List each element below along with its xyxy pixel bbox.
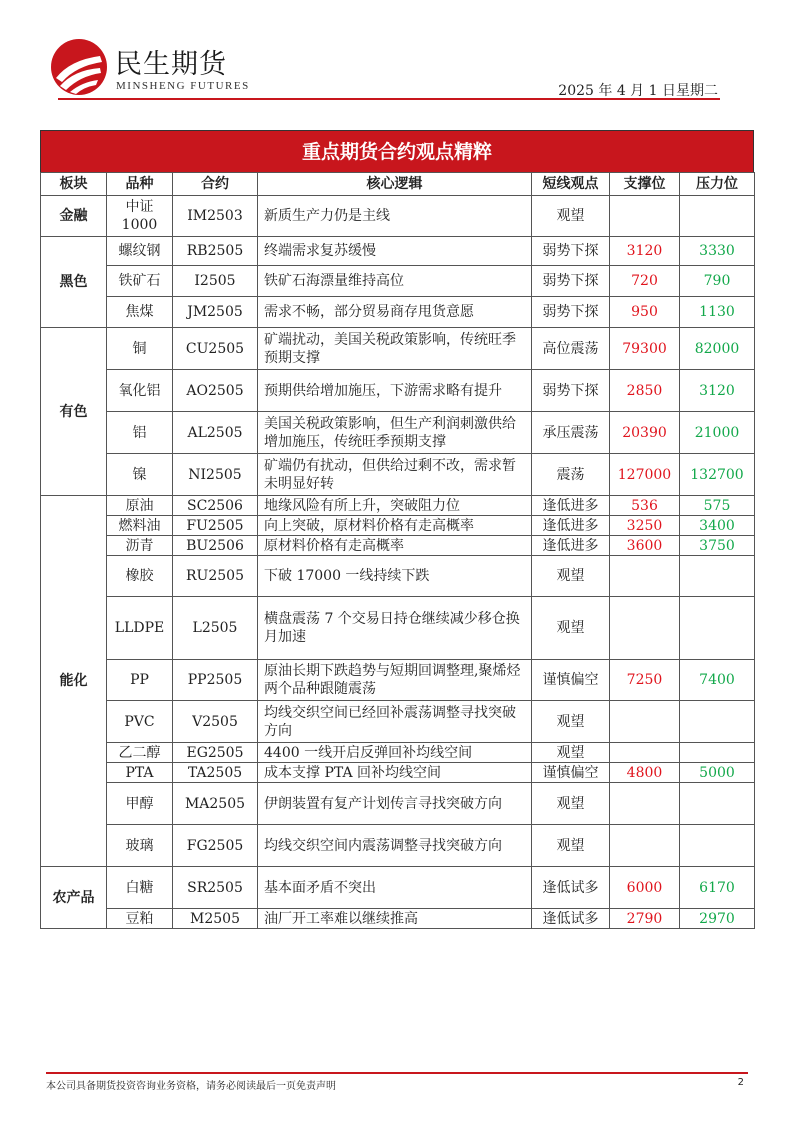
contract-cell: NI2505: [173, 454, 258, 496]
contract-cell: M2505: [173, 909, 258, 929]
variety-cell: 原油: [107, 496, 173, 516]
support-cell: 3120: [610, 237, 680, 266]
minsheng-logo-icon: [50, 38, 108, 96]
logic-cell: 4400 一线开启反弹回补均线空间: [258, 743, 532, 763]
col-header-variety: 品种: [107, 173, 173, 196]
logic-cell: 成本支撑 PTA 回补均线空间: [258, 763, 532, 783]
view-cell: 观望: [532, 701, 610, 743]
logic-cell: 需求不畅，部分贸易商存甩货意愿: [258, 297, 532, 328]
variety-cell: 乙二醇: [107, 743, 173, 763]
support-cell: 3250: [610, 516, 680, 536]
variety-cell: PTA: [107, 763, 173, 783]
logic-cell: 铁矿石海漂量维持高位: [258, 266, 532, 297]
table-row: [41, 825, 755, 867]
col-header-view: 短线观点: [532, 173, 610, 196]
table-row: [41, 266, 755, 297]
support-cell: 79300: [610, 328, 680, 370]
contract-cell: PP2505: [173, 660, 258, 701]
table-row: [41, 516, 755, 536]
logic-cell: 基本面矛盾不突出: [258, 867, 532, 909]
table-row: [41, 370, 755, 412]
logic-cell: 油厂开工率难以继续推高: [258, 909, 532, 929]
footer-disclaimer: 本公司具备期货投资咨询业务资格，请务必阅读最后一页免责声明: [46, 1081, 336, 1092]
contract-cell: AO2505: [173, 370, 258, 412]
resistance-cell: 3750: [680, 536, 755, 556]
col-header-support: 支撑位: [610, 173, 680, 196]
logic-cell: 原油长期下跌趋势与短期回调整理,聚烯烃两个品种跟随震荡: [258, 660, 532, 701]
support-cell: [610, 597, 680, 660]
logic-cell: 原材料价格有走高概率: [258, 536, 532, 556]
resistance-cell: 790: [680, 266, 755, 297]
contract-cell: BU2506: [173, 536, 258, 556]
contract-cell: IM2503: [173, 196, 258, 237]
view-cell: 观望: [532, 556, 610, 597]
view-cell: 观望: [532, 597, 610, 660]
page-header: [0, 0, 794, 110]
resistance-cell: 575: [680, 496, 755, 516]
support-cell: [610, 743, 680, 763]
resistance-cell: [680, 597, 755, 660]
contract-cell: I2505: [173, 266, 258, 297]
table-row: [41, 196, 755, 237]
support-cell: 4800: [610, 763, 680, 783]
brand-name-en: MINSHENG FUTURES: [116, 80, 250, 92]
sector-cell: 黑色: [41, 237, 107, 328]
view-cell: 弱势下探: [532, 297, 610, 328]
variety-cell: PVC: [107, 701, 173, 743]
variety-cell: 甲醇: [107, 783, 173, 825]
logic-cell: 新质生产力仍是主线: [258, 196, 532, 237]
table-row: [41, 412, 755, 454]
support-cell: 720: [610, 266, 680, 297]
logic-cell: 向上突破，原材料价格有走高概率: [258, 516, 532, 536]
resistance-cell: 5000: [680, 763, 755, 783]
logic-cell: 伊朗装置有复产计划传言寻找突破方向: [258, 783, 532, 825]
support-cell: 950: [610, 297, 680, 328]
resistance-cell: 82000: [680, 328, 755, 370]
table-row: [41, 496, 755, 516]
resistance-cell: 21000: [680, 412, 755, 454]
header-divider: [58, 98, 720, 100]
col-header-resistance: 压力位: [680, 173, 755, 196]
logic-cell: 矿端扰动，美国关税政策影响，传统旺季预期支撑: [258, 328, 532, 370]
table-row: [41, 536, 755, 556]
contract-cell: TA2505: [173, 763, 258, 783]
logic-cell: 地缘风险有所上升，突破阻力位: [258, 496, 532, 516]
resistance-cell: 3400: [680, 516, 755, 536]
views-table: [40, 172, 755, 929]
resistance-cell: 2970: [680, 909, 755, 929]
view-cell: 观望: [532, 783, 610, 825]
view-cell: 逢低进多: [532, 516, 610, 536]
support-cell: [610, 783, 680, 825]
sector-cell: 能化: [41, 496, 107, 867]
logic-cell: 横盘震荡 7 个交易日持仓继续减少移仓换月加速: [258, 597, 532, 660]
sector-cell: 金融: [41, 196, 107, 237]
resistance-cell: 132700: [680, 454, 755, 496]
table-row: [41, 743, 755, 763]
support-cell: [610, 825, 680, 867]
variety-cell: 焦煤: [107, 297, 173, 328]
variety-cell: 橡胶: [107, 556, 173, 597]
resistance-cell: [680, 825, 755, 867]
resistance-cell: 6170: [680, 867, 755, 909]
table-row: [41, 783, 755, 825]
report-date: 2025 年 4 月 1 日星期二: [558, 83, 718, 99]
variety-cell: LLDPE: [107, 597, 173, 660]
variety-cell: 燃料油: [107, 516, 173, 536]
contract-cell: RU2505: [173, 556, 258, 597]
support-cell: [610, 556, 680, 597]
resistance-cell: [680, 743, 755, 763]
contract-cell: RB2505: [173, 237, 258, 266]
table-row: [41, 660, 755, 701]
view-cell: 谨慎偏空: [532, 660, 610, 701]
resistance-cell: 1130: [680, 297, 755, 328]
logic-cell: 均线交织空间已经回补震荡调整寻找突破方向: [258, 701, 532, 743]
page-number: 2: [737, 1077, 744, 1088]
resistance-cell: [680, 196, 755, 237]
table-row: [41, 597, 755, 660]
logic-cell: 终端需求复苏缓慢: [258, 237, 532, 266]
table-row: [41, 237, 755, 266]
variety-cell: 铁矿石: [107, 266, 173, 297]
variety-cell: 中证 1000: [107, 196, 173, 237]
variety-cell: 玻璃: [107, 825, 173, 867]
futures-views-table: [40, 130, 754, 929]
variety-cell: 白糖: [107, 867, 173, 909]
sector-cell: 有色: [41, 328, 107, 496]
contract-cell: CU2505: [173, 328, 258, 370]
col-header-logic: 核心逻辑: [258, 173, 532, 196]
table-header-row: [41, 173, 755, 196]
footer-divider: [46, 1072, 748, 1074]
support-cell: 3600: [610, 536, 680, 556]
logic-cell: 美国关税政策影响，但生产利润刺激供给增加施压，传统旺季预期支撑: [258, 412, 532, 454]
contract-cell: SR2505: [173, 867, 258, 909]
support-cell: 20390: [610, 412, 680, 454]
table-row: [41, 701, 755, 743]
table-row: [41, 297, 755, 328]
contract-cell: L2505: [173, 597, 258, 660]
view-cell: 震荡: [532, 454, 610, 496]
col-header-sector: 板块: [41, 173, 107, 196]
logic-cell: 均线交织空间内震荡调整寻找突破方向: [258, 825, 532, 867]
resistance-cell: [680, 556, 755, 597]
contract-cell: EG2505: [173, 743, 258, 763]
support-cell: 536: [610, 496, 680, 516]
variety-cell: 豆粕: [107, 909, 173, 929]
table-row: [41, 454, 755, 496]
support-cell: 7250: [610, 660, 680, 701]
logic-cell: 预期供给增加施压，下游需求略有提升: [258, 370, 532, 412]
view-cell: 谨慎偏空: [532, 763, 610, 783]
view-cell: 逢低试多: [532, 867, 610, 909]
view-cell: 逢低进多: [532, 496, 610, 516]
logic-cell: 下破 17000 一线持续下跌: [258, 556, 532, 597]
variety-cell: 螺纹钢: [107, 237, 173, 266]
resistance-cell: 3330: [680, 237, 755, 266]
support-cell: [610, 196, 680, 237]
variety-cell: 沥青: [107, 536, 173, 556]
resistance-cell: 3120: [680, 370, 755, 412]
view-cell: 弱势下探: [532, 266, 610, 297]
support-cell: 127000: [610, 454, 680, 496]
view-cell: 逢低试多: [532, 909, 610, 929]
variety-cell: 铜: [107, 328, 173, 370]
support-cell: [610, 701, 680, 743]
sector-cell: 农产品: [41, 867, 107, 929]
table-body: [41, 196, 755, 929]
view-cell: 弱势下探: [532, 237, 610, 266]
variety-cell: 氧化铝: [107, 370, 173, 412]
view-cell: 逢低进多: [532, 536, 610, 556]
resistance-cell: 7400: [680, 660, 755, 701]
resistance-cell: [680, 701, 755, 743]
variety-cell: PP: [107, 660, 173, 701]
variety-cell: 铝: [107, 412, 173, 454]
view-cell: 观望: [532, 196, 610, 237]
contract-cell: V2505: [173, 701, 258, 743]
view-cell: 弱势下探: [532, 370, 610, 412]
table-title: 重点期货合约观点精粹: [40, 130, 754, 172]
table-row: [41, 328, 755, 370]
contract-cell: AL2505: [173, 412, 258, 454]
support-cell: 2790: [610, 909, 680, 929]
table-row: [41, 556, 755, 597]
table-row: [41, 763, 755, 783]
contract-cell: FU2505: [173, 516, 258, 536]
contract-cell: JM2505: [173, 297, 258, 328]
view-cell: 承压震荡: [532, 412, 610, 454]
logic-cell: 矿端仍有扰动，但供给过剩不改，需求暂未明显好转: [258, 454, 532, 496]
table-row: [41, 867, 755, 909]
variety-cell: 镍: [107, 454, 173, 496]
resistance-cell: [680, 783, 755, 825]
view-cell: 高位震荡: [532, 328, 610, 370]
contract-cell: SC2506: [173, 496, 258, 516]
view-cell: 观望: [532, 743, 610, 763]
contract-cell: FG2505: [173, 825, 258, 867]
table-row: [41, 909, 755, 929]
col-header-contract: 合约: [173, 173, 258, 196]
support-cell: 6000: [610, 867, 680, 909]
view-cell: 观望: [532, 825, 610, 867]
brand-name-cn: 民生期货: [115, 49, 227, 80]
contract-cell: MA2505: [173, 783, 258, 825]
support-cell: 2850: [610, 370, 680, 412]
